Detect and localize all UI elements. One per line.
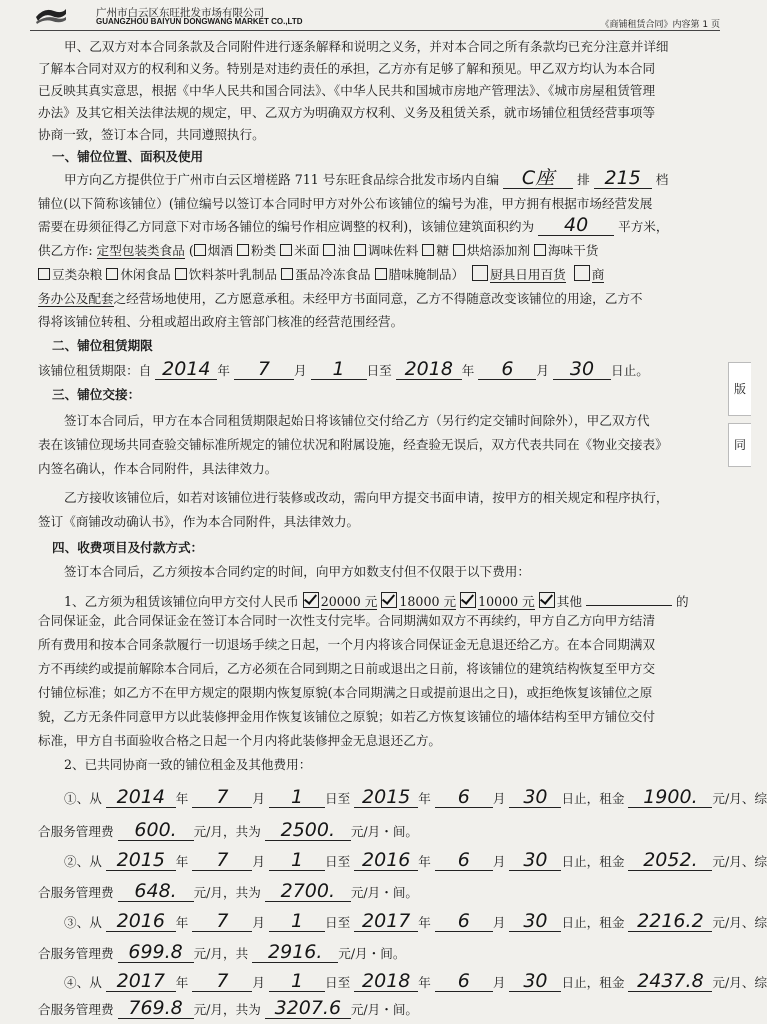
deposit-text: 标准，甲方自书面验收合格之日起一个月内将此装修押金无息退还乙方。 — [38, 733, 441, 748]
category-checkbox-business[interactable] — [574, 265, 590, 281]
rent-fee-line: 合服务管理费 600. 元/月，共为 2500. 元/月・间。 — [38, 819, 419, 841]
deposit-line: 1、乙方须为租赁该铺位向甲方交付人民币 20000 元 18000 元 10000 元 其他 的 — [64, 587, 689, 612]
section-4-title: 四、收费项目及付款方式： — [52, 540, 204, 555]
rent-fee-line: 合服务管理费 769.8 元/月，共为 3207.6 元/月・间。 — [38, 997, 419, 1019]
category-checkbox[interactable] — [422, 244, 434, 256]
category-checkbox[interactable] — [323, 244, 335, 256]
area-value: 40 — [564, 214, 589, 236]
rent-period-line: ①、从 2014 年 7 月 1 日至 2015 年 6 月 30 日止，租金 1900. 元/月、综 — [64, 786, 767, 808]
intro-line: 已反映其真实意思，根据《中华人民共和国合同法》、《中华人民共和国城市房地产管理法》、《城市房屋租赁管理 — [38, 83, 656, 98]
sec3-p1-line: 签订本合同后，甲方在本合同租赁期限起始日将该铺位交付给乙方（另行约定交铺时间除外），甲乙双方代 — [64, 413, 650, 428]
company-logo-icon — [34, 5, 68, 25]
rent-period-line: ②、从 2015 年 7 月 1 日至 2016 年 6 月 30 日止，租金 2052. 元/月、综 — [64, 849, 767, 871]
intro-line: 办法》及其它相关法律法规的规定，甲、乙双方为明确双方权利、义务及租赁关系，就市场铺位租赁经营事项等 — [38, 105, 656, 120]
rent-fee-line: 合服务管理费 699.8 元/月，共 2916. 元/月・间。 — [38, 941, 406, 963]
sec3-p2-line: 乙方接收该铺位后，如若对该铺位进行装修或改动，需向甲方提交书面申请，按甲方的相关规定和程序执行， — [64, 490, 669, 505]
company-name-cn: 广州市白云区东旺批发市场有限公司 — [96, 7, 264, 19]
page-indicator: 《商铺租赁合同》内容第 1 页 — [600, 20, 720, 30]
side-tab: 同 — [728, 423, 751, 467]
deposit-text: 貌，乙方无条件同意甲方以此装修押金用作恢复该铺位之原貌；如若乙方恢复该铺位的墙体结构至甲方铺位交付 — [38, 709, 656, 724]
deposit-text: 合同保证金，此合同保证金在签订本合同时一次性支付完毕。合同期满如双方不再续约，甲方自乙方向甲方结清 — [38, 613, 656, 628]
category-checkbox[interactable] — [534, 244, 546, 256]
section-1-title: 一、铺位位置、面积及使用 — [52, 149, 204, 164]
rent-fee-line: 合服务管理费 648. 元/月，共为 2700. 元/月・间。 — [38, 880, 419, 902]
start-month: 7 — [257, 358, 271, 380]
category-checkbox[interactable] — [280, 244, 292, 256]
deposit-text: 付铺位标准；如乙方不在甲方规定的限期内恢复原貌(本合同期满之日或提前退出之日)，或拒绝恢复该铺位之原 — [38, 685, 653, 700]
company-name-en: GUANGZHOU BAIYUN DONGWANG MARKET CO.,LTD — [96, 17, 303, 26]
section-3-title: 三、铺位交接： — [52, 387, 141, 402]
category-main: 定型包装类食品 — [96, 243, 185, 258]
end-day: 30 — [569, 358, 595, 380]
sec1-line-7: 得将该铺位转租、分租或超出政府主管部门核准的经营范围经营。 — [38, 314, 404, 329]
category-checkbox[interactable] — [237, 244, 249, 256]
sec1-line-4: 供乙方作: 定型包装类食品 ( 烟酒 粉类 米面 油 调味佐料 糖 烘焙添加剂 海味干货 — [38, 243, 599, 258]
category-checkbox[interactable] — [106, 268, 118, 280]
category-checkbox[interactable] — [281, 268, 293, 280]
start-year: 2014 — [162, 358, 211, 380]
category-checkbox[interactable] — [375, 268, 387, 280]
sec3-p1-line: 表在该铺位现场共同查验交铺标准所规定的铺位状况和附属设施，经查验无误后，双方代表共同在《物业交接表》 — [38, 437, 668, 452]
intro-line: 协商一致，签订本合同，共同遵照执行。 — [38, 127, 265, 142]
category-checkbox[interactable] — [194, 244, 206, 256]
sec1-line-6: 务办公及配套之经营场地使用，乙方愿意承租。未经甲方书面同意，乙方不得随意改变该铺位的用途，乙方不 — [38, 291, 643, 306]
row-value: 215 — [604, 167, 641, 189]
rent-period-line: ④、从 2017 年 7 月 1 日至 2018 年 6 月 30 日止，租金 2437.8 元/月、综 — [64, 970, 767, 992]
sec3-p1-line: 内签名确认，作本合同附件，具法律效力。 — [38, 461, 278, 476]
category-checkbox[interactable] — [453, 244, 465, 256]
end-month: 6 — [501, 358, 514, 380]
deposit-text: 方不再续约或提前解除本合同后，乙方必须在合同到期之日前或退出之日前，将该铺位的建筑结构恢复至甲方交 — [38, 661, 656, 676]
category-checkbox[interactable] — [354, 244, 366, 256]
sec1-line-1: 甲方向乙方提供位于广州市白云区增槎路 711 号东旺食品综合批发市场内自编 C座 排 215 档 — [64, 167, 669, 189]
side-tab: 版 — [728, 362, 751, 416]
deposit-checkbox-10000[interactable] — [460, 592, 476, 608]
intro-line: 甲、乙双方对本合同条款及合同附件进行逐条解释和说明之义务，并对本合同之所有条款均已充分注意并详细 — [64, 39, 669, 54]
lease-term-line: 该铺位租赁期限：自 2014 年 7 月 1 日至 2018 年 6 月 30 日止。 — [38, 358, 649, 380]
category-checkbox[interactable] — [38, 268, 50, 280]
start-day: 1 — [332, 358, 345, 380]
intro-line: 了解本合同对双方的权利和义务。特别是对违约责任的承担，乙方亦有足够了解和预见。甲乙双方均认为本合同 — [38, 61, 656, 76]
section-2-title: 二、铺位租赁期限 — [52, 338, 153, 353]
sec4-intro: 签订本合同后，乙方须按本合同约定的时间，向甲方如数支付但不仅限于以下费用： — [64, 564, 530, 579]
page-header — [30, 2, 720, 31]
deposit-checkbox-other[interactable] — [539, 592, 555, 608]
end-year: 2018 — [404, 358, 453, 380]
sec3-p2-line: 签订《商铺改动确认书》，作为本合同附件，具法律效力。 — [38, 514, 360, 529]
deposit-text: 所有费用和按本合同条款履行一切退场手续之日起，一个月内将该合同保证金无息退还给乙方。在本合同期满双 — [38, 637, 656, 652]
deposit-checkbox-20000[interactable] — [303, 592, 319, 608]
deposit-checkbox-18000[interactable] — [381, 592, 397, 608]
sec1-line-3: 需要在毋须征得乙方同意下对市场各铺位的编号作相应调整的权利)，该铺位建筑面积约为 40 平方米， — [38, 214, 669, 236]
sec1-line-5: 豆类杂粮 休闲食品 饮料茶叶乳制品 蛋品冷冻食品 腊味腌制品） 厨具日用百货 商 — [38, 265, 604, 285]
category-checkbox-daily[interactable] — [472, 265, 488, 281]
rent-period-line: ③、从 2016 年 7 月 1 日至 2017 年 6 月 30 日止，租金 2216.2 元/月、综 — [64, 910, 767, 932]
category-checkbox[interactable] — [175, 268, 187, 280]
zone-value: C座 — [521, 167, 555, 189]
rent-title: 2、已共同协商一致的铺位租金及其他费用： — [64, 757, 312, 772]
sec1-line-2: 铺位(以下简称该铺位）(铺位编号以签订本合同时甲方对外公布该铺位的编号为准，甲方拥有根据市场经营发展 — [38, 196, 653, 211]
